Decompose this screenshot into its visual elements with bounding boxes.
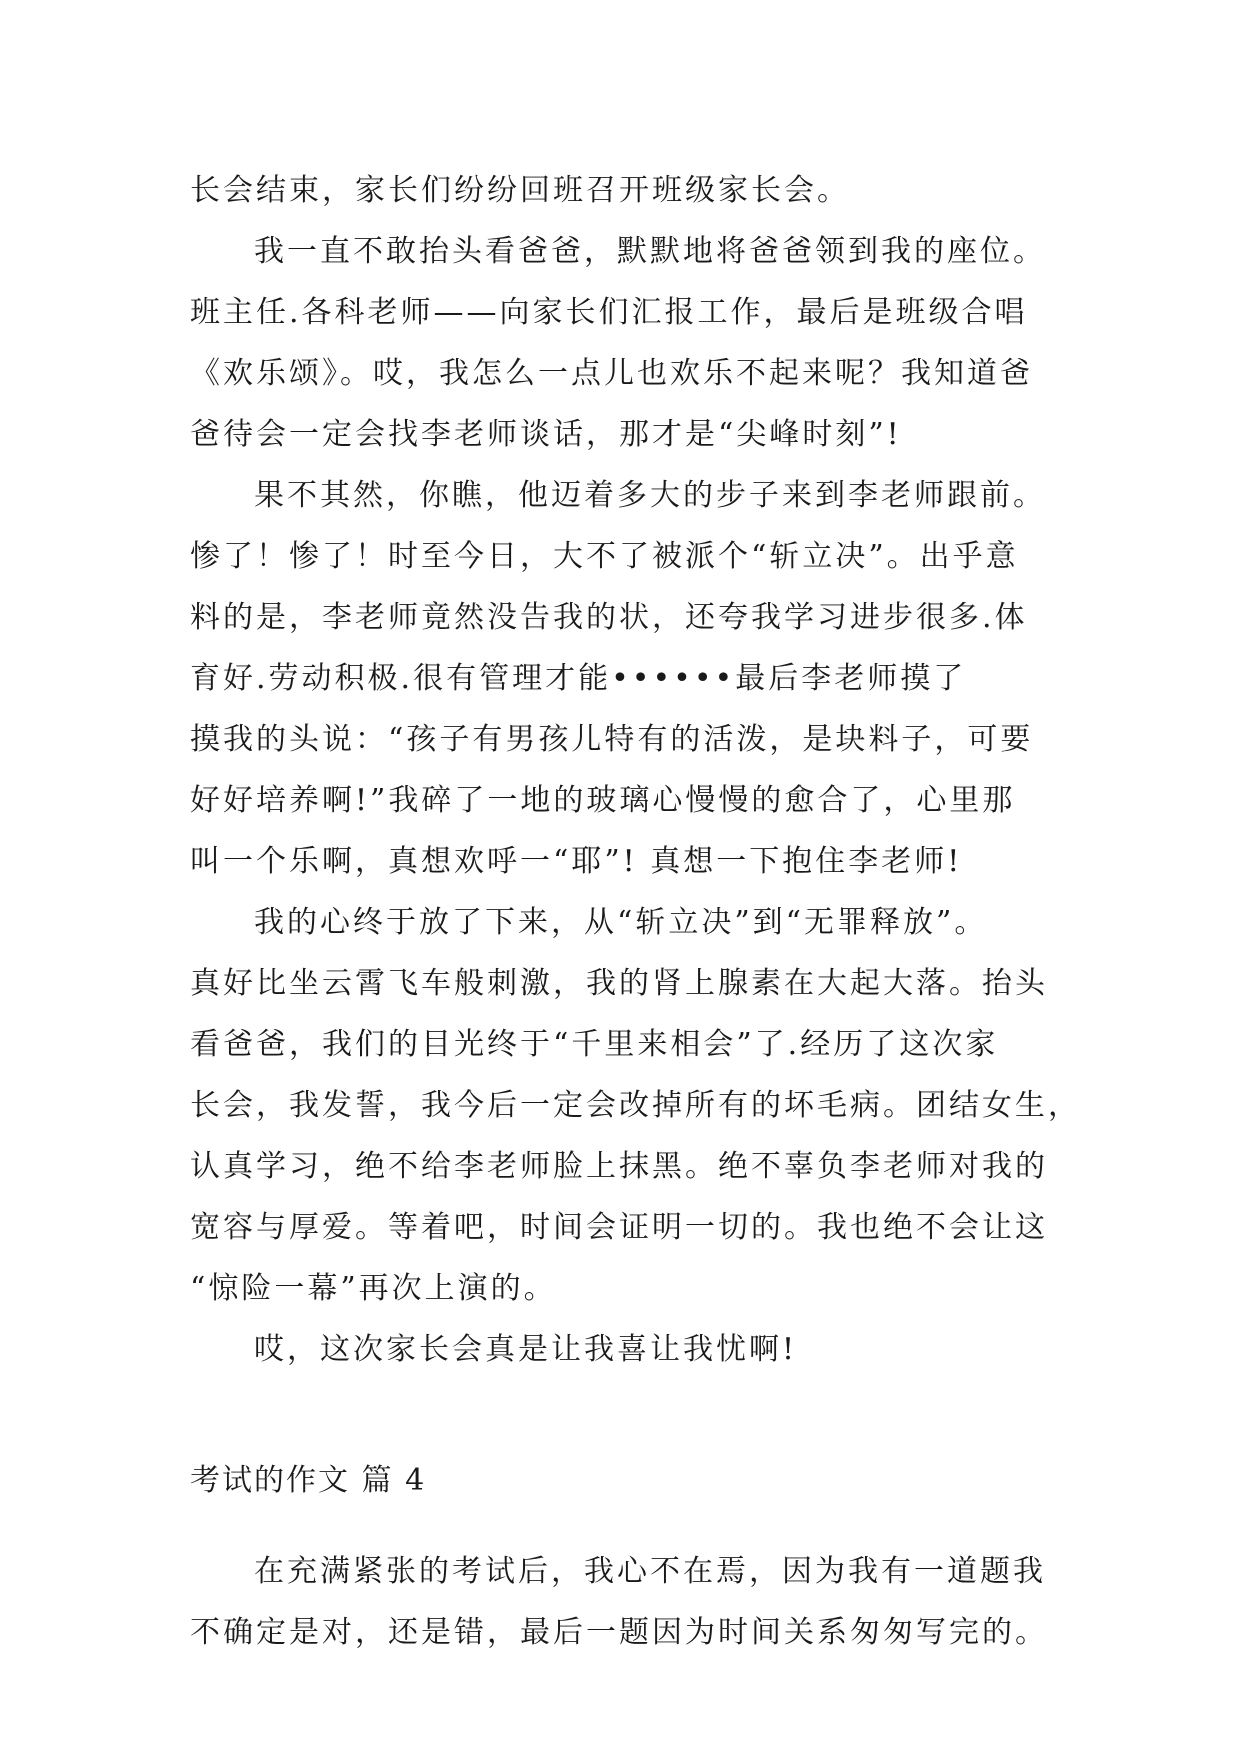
text-line: 长会，我发誓，我今后一定会改掉所有的坏毛病。团结女生， xyxy=(190,1088,1081,1123)
text-line: 看爸爸，我们的目光终于“千里来相会”了.经历了这次家 xyxy=(190,1027,999,1062)
text-line: 叫一个乐啊，真想欢呼一“耶”! 真想一下抱住李老师! xyxy=(190,844,963,879)
text-line: 《欢乐颂》。哎，我怎么一点儿也欢乐不起来呢？我知道爸 xyxy=(190,356,1033,391)
text-line: 好好培养啊!”我碎了一地的玻璃心慢慢的愈合了，心里那 xyxy=(190,783,1016,818)
text-line: 真好比坐云霄飞车般刺激，我的肾上腺素在大起大落。抬头 xyxy=(190,966,1048,1001)
text-line: “惊险一幕”再次上演的。 xyxy=(190,1271,557,1306)
text-line: 班主任.各科老师——向家长们汇报工作，最后是班级合唱 xyxy=(190,295,1028,330)
text-line: 惨了！惨了！时至今日，大不了被派个“斩立决”。出乎意 xyxy=(190,539,1019,574)
section-heading: 考试的作文 篇 4 xyxy=(190,1463,427,1498)
text-line: 宽容与厚爱。等着吧，时间会证明一切的。我也绝不会让这 xyxy=(190,1210,1048,1245)
text-line: 我的心终于放了下来，从“斩立决”到“无罪释放”。 xyxy=(254,905,988,940)
text-line: 摸我的头说：“孩子有男孩儿特有的活泼，是块料子，可要 xyxy=(190,722,1034,757)
text-line: 果不其然，你瞧，他迈着多大的步子来到李老师跟前。 xyxy=(254,478,1046,513)
text-line: 爸待会一定会找李老师谈话，那才是“尖峰时刻”! xyxy=(190,417,902,452)
text-line: 育好.劳动积极.很有管理才能••••••最后李老师摸了 xyxy=(190,661,967,696)
text-line: 我一直不敢抬头看爸爸，默默地将爸爸领到我的座位。 xyxy=(254,234,1046,269)
text-line: 在充满紧张的考试后，我心不在焉，因为我有一道题我 xyxy=(254,1554,1046,1589)
text-line: 长会结束，家长们纷纷回班召开班级家长会。 xyxy=(190,173,850,208)
text-line: 料的是，李老师竟然没告我的状，还夸我学习进步很多.体 xyxy=(190,600,1028,635)
text-line: 认真学习，绝不给李老师脸上抹黑。绝不辜负李老师对我的 xyxy=(190,1149,1048,1184)
text-line: 不确定是对，还是错，最后一题因为时间关系匆匆写完的。 xyxy=(190,1615,1048,1650)
text-line: 哎，这次家长会真是让我喜让我忧啊! xyxy=(254,1332,798,1367)
section-gap xyxy=(190,1380,1080,1420)
document-body xyxy=(190,160,1080,1663)
